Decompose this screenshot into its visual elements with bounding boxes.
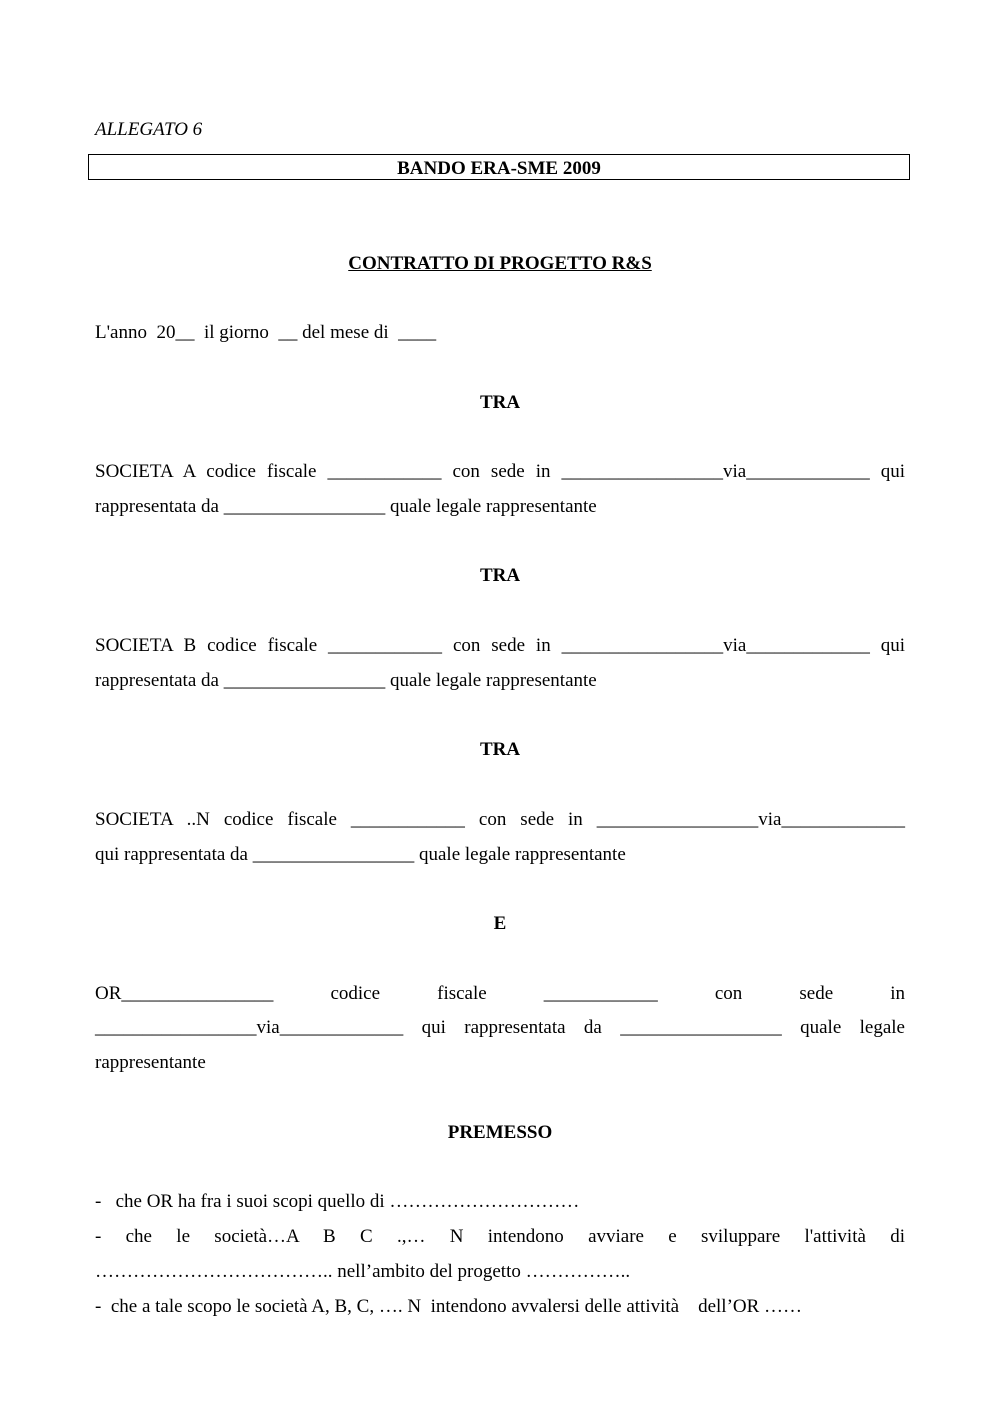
call-title-box (88, 154, 910, 180)
or-line-2: _________________via_____________ qui rappresentata da _________________ quale legale (95, 1017, 905, 1038)
tra-heading-2: TRA (479, 565, 521, 586)
company-a-line-1: SOCIETA A codice fiscale ____________ con sede in _________________via_____________ qui (95, 461, 905, 482)
premesso-heading: PREMESSO (447, 1122, 553, 1143)
premise-item-2-line-2: ……………………………….. nell’ambito del progetto …………….. (95, 1261, 631, 1282)
or-line-3: rappresentante (95, 1052, 206, 1073)
company-n-line-2: qui rappresentata da _________________ quale legale rappresentante (95, 844, 626, 865)
company-a-line-2: rappresentata da _________________ quale legale rappresentante (95, 496, 597, 517)
date-line: L'anno 20__ il giorno __ del mese di ____ (95, 322, 437, 343)
e-heading: E (493, 913, 507, 934)
company-b-line-2: rappresentata da _________________ quale legale rappresentante (95, 670, 597, 691)
premise-item-3: - che a tale scopo le società A, B, C, …. N intendono avvalersi delle attività dell’OR …… (95, 1296, 803, 1317)
tra-heading-3: TRA (479, 739, 521, 760)
annex-label: ALLEGATO 6 (95, 119, 203, 140)
or-line-1: OR________________ codice fiscale ____________ con sede in (95, 983, 905, 1004)
company-b-line-1: SOCIETA B codice fiscale ____________ con sede in _________________via_____________ qui (95, 635, 905, 656)
premise-item-1: - che OR ha fra i suoi scopi quello di ………………………… (95, 1191, 580, 1212)
contract-title: CONTRATTO DI PROGETTO R&S (348, 253, 652, 274)
company-n-line-1: SOCIETA ..N codice fiscale ____________ con sede in _________________via_____________ (95, 809, 905, 830)
call-title: BANDO ERA-SME 2009 (397, 158, 601, 179)
tra-heading-1: TRA (479, 392, 521, 413)
premise-item-2-line-1: - che le società…A B C .,… N intendono avviare e sviluppare l'attività di (95, 1226, 905, 1247)
